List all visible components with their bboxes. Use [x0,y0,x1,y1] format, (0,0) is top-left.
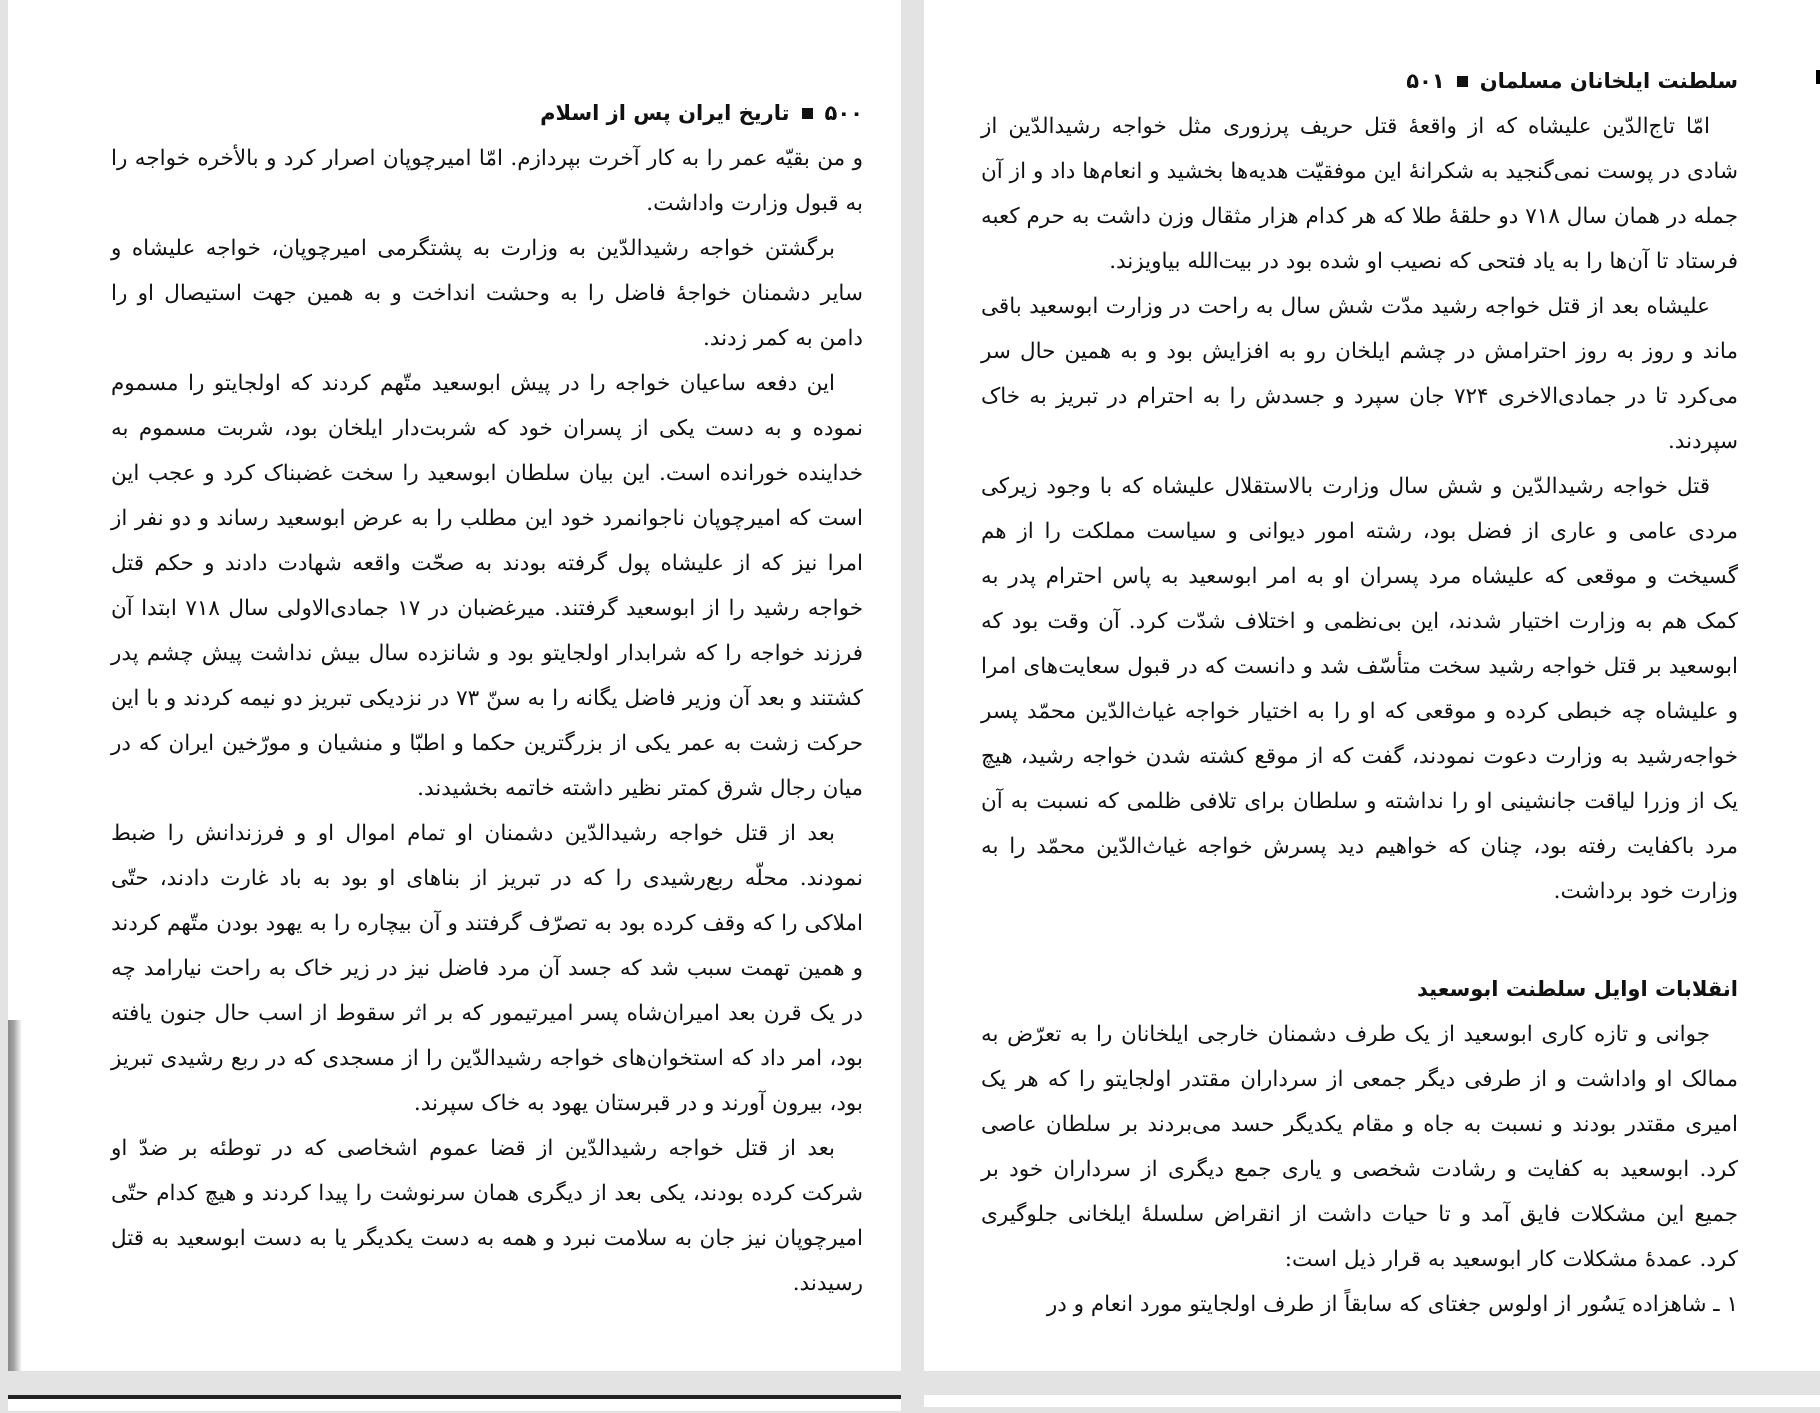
left-paragraph-1: و من بقیّه عمر را به کار آخرت بپردازم. امّا امیرچوپان اصرار کرد و بالأخره خواجه را به قبول وزارت واداشت. [111,146,863,216]
separator-square-icon [1457,76,1468,87]
section-heading: انقلابات اوایل سلطنت ابوسعید [1417,977,1738,1001]
page-edge-mark [1816,70,1820,84]
next-page-strip-right [924,1395,1820,1407]
right-paragraph-3: قتل خواجه رشیدالدّین و شش سال وزارت بالاستقلال علیشاه که با وجود زیرکی مردی عامی و عاری از فضل بود، رشته امور دیوانی و سیاست مملکت را از هم گسیخت و موقعی که علیشاه مرد پسران او به امر ابوسعید به پاس احترام پدر به کمک هم به وزارت اختیار شدند، این بی‌نظمی و اختلاف شدّت کرد. آن وقت بود که ابوسعید بر قتل خواجه رشید سخت متأسّف شد و دانست که در قبول سعایت‌های امرا و علیشاه چه خبطی کرده و موقعی که او را به اختیار خواجه غیاث‌الدّین محمّد پسر خواجه‌رشید به وزارت دعوت نمودند، گفت که از موقع کشته شدن خواجه رشید، هیچ یک از وزرا لیاقت جانشینی او را نداشته و سلطان برای تلافی ظلمی که نسبت به آن مرد باکفایت رفته بود، چنان که خواهیم دید پسرش خواجه غیاث‌الدّین محمّد را به وزارت خود برداشت. [981,474,1738,904]
right-page-number: ۵۰۱ [1406,69,1445,93]
right-paragraph-2: علیشاه بعد از قتل خواجه رشید مدّت شش سال به راحت در وزارت ابوسعید باقی ماند و روز به روز احترامش در چشم ایلخان رو به افزایش بود و به همین حال سر می‌کرد تا در جمادی‌الاخری ۷۲۴ جان سپرد و جسدش را به احترام در تبریز به خاک سپردند. [981,294,1738,454]
left-paragraph-3: این دفعه ساعیان خواجه را در پیش ابوسعید متّهم کردند که اولجایتو را مسموم نموده و به دست یکی از پسران خود که شربت‌دار ایلخان بود، شربت مسموم به خداینده خورانده است. این بیان سلطان ابوسعید را سخت غضبناک کرد و عجب این است که امیرچوپان ناجوانمرد خود این مطلب را به عرض ابوسعید رساند و دو نفر از امرا نیز که از علیشاه پول گرفته بودند به صحّت واقعه شهادت دادند و حکم قتل خواجه رشید را از ابوسعید گرفتند. میرغضبان در ۱۷ جمادی‌الاولی سال ۷۱۸ ابتدا آن فرزند خواجه را که شرابدار اولجایتو بود و شانزده سال بیش نداشت پیش چشم پدر کشتند و بعد آن وزیر فاضل یگانه را به سنّ ۷۳ در نزدیکی تبریز دو نیمه کردند و با این حرکت زشت به عمر یکی از بزرگترین حکما و اطبّا و منشیان و مورّخین ایران که در میان رجال شرق کمتر نظیر داشته خاتمه بخشیدند. [111,371,864,801]
left-paragraph-2: برگشتن خواجه رشیدالدّین به وزارت به پشتگرمی امیرچوپان، خواجه علیشاه و سایر دشمنان خواجهٔ فاضل را به وحشت انداخت و به همین جهت استیصال او را دامن به کمر زدند. [111,236,863,351]
right-page-content [981,66,1738,1327]
next-page-strip-left [8,1395,901,1411]
scan-margin-shadow [8,1020,22,1371]
left-paragraph-4: بعد از قتل خواجه رشیدالدّین دشمنان او تمام اموال او و فرزندانش را ضبط نمودند. محلّه ربع‌رشیدی را که در تبریز از بناهای او بود به باد غارت دادند، حتّی املاکی را که وقف کرده بود به تصرّف گرفتند و آن بیچاره را به یهود بودن متّهم کردند و همین تهمت سبب شد که جسد آن مرد فاضل نیز در زیر خاک به راحت نیارامد چه در یک قرن بعد امیران‌شاه پسر امیرتیمور که بر اثر سقوط از اسب حال جنون یافته بود، امر داد که استخوان‌های خواجه رشیدالدّین را از مسجدی که در ربع رشیدی تبریز بود، بیرون آورند و در قبرستان یهود به خاک سپرند. [111,821,863,1116]
left-page-number: ۵۰۰ [824,101,863,125]
section-list-item-1: ۱ ـ شاهزاده یَسُور از اولوس جغتای که سابقاً از طرف اولجایتو مورد انعام و در [1046,1292,1738,1317]
separator-square-icon [802,108,813,119]
left-book-page [8,0,901,1371]
left-running-title: تاریخ ایران پس از اسلام [540,101,790,125]
left-running-head [111,98,863,128]
right-running-title: سلطنت ایلخانان مسلمان [1479,69,1738,93]
left-paragraph-5: بعد از قتل خواجه رشیدالدّین از قضا عموم اشخاصی که در توطئه بر ضدّ او شرکت کرده بودند، یکی بعد از دیگری همان سرنوشت را پیدا کردند و هیچ کدام حتّی امیرچوپان نیز جان به سلامت نبرد و همه به دست یکدیگر یا به دست ابوسعید به قتل رسیدند. [111,1136,863,1296]
right-running-head [981,66,1738,96]
section-paragraph-1: جوانی و تازه کاری ابوسعید از یک طرف دشمنان خارجی ایلخانان را به تعرّض به ممالک او واداشت و از طرفی دیگر جمعی از سرداران مقتدر اولجایتو را که هر یک امیری مقتدر بودند و نسبت به جاه و مقام یکدیگر حسد می‌بردند بر سلطان عاصی کرد. ابوسعید به کفایت و رشادت شخصی و یاری جمع دیگری از سرداران خود بر جمیع این مشکلات فایق آمد و تا حیات داشت از انقراض سلسلهٔ ایلخانی جلوگیری کرد. عمدهٔ مشکلات کار ابوسعید به قرار ذیل است: [981,1022,1738,1272]
right-book-page [924,0,1820,1371]
right-paragraph-1: امّا تاج‌الدّین علیشاه که از واقعهٔ قتل حریف پرزوری مثل خواجه رشیدالدّین از شادی در پوست نمی‌گنجید به شکرانهٔ این موفقیّت هدیه‌ها بخشید و انعام‌ها داد و از آن جمله در همان سال ۷۱۸ دو حلقهٔ طلا که هر کدام هزار مثقال وزن داشت به حرم کعبه فرستاد تا آن‌ها را به یاد فتحی که نصیب او شده بود در بیت‌الله بیاویزند. [981,114,1739,274]
left-page-content [111,98,863,1306]
